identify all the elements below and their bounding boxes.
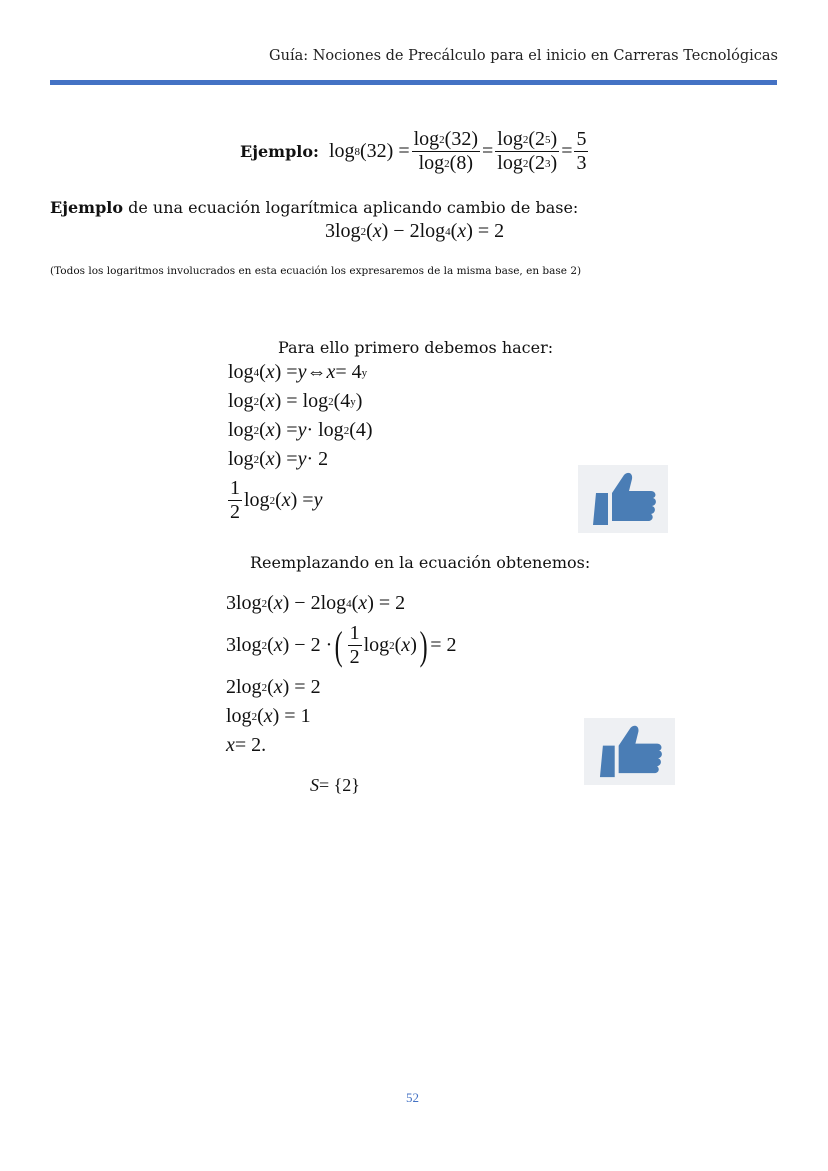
math-variable: x bbox=[401, 634, 411, 656]
math-variable: x bbox=[226, 734, 235, 756]
math-text: log bbox=[226, 705, 252, 727]
math-text: (8) bbox=[449, 152, 473, 174]
step2-line: 2log 2 ( x ) = 2 bbox=[226, 676, 321, 698]
math-text: log bbox=[328, 140, 355, 162]
step1-line: log 2 ( x ) = log 2 (4 y ) bbox=[228, 390, 363, 412]
math-text: ( bbox=[259, 419, 266, 441]
math-big-paren: ( bbox=[334, 622, 343, 668]
math-text: ) = 2 bbox=[367, 592, 406, 614]
math-variable: x bbox=[372, 220, 382, 242]
math-text: 3 bbox=[576, 152, 587, 174]
math-text: (2 bbox=[528, 152, 546, 174]
math-variable: y bbox=[297, 448, 307, 470]
math-text: ( bbox=[267, 676, 274, 698]
math-fraction bbox=[574, 128, 588, 175]
fraction-denominator: log 2 (2 3 ) bbox=[497, 152, 558, 174]
example-formula: log 8 (32) = log 2 (32) log 2 (8) = log 2 (2 5 ) log 2 (2 3 ) = $\frac{5}{3}$ bbox=[328, 128, 587, 174]
math-text: log bbox=[497, 152, 523, 174]
example-heading-bold: Ejemplo bbox=[50, 198, 124, 217]
math-text: log bbox=[418, 152, 445, 174]
math-text: (32) = bbox=[360, 140, 410, 162]
math-text: 1 bbox=[349, 622, 360, 644]
fraction-denominator bbox=[228, 501, 242, 524]
step1-intro: Para ello primero debemos hacer: bbox=[278, 338, 554, 357]
fraction-numerator bbox=[228, 477, 242, 501]
math-text: · 2 bbox=[306, 448, 329, 470]
fraction-numerator: log 2 (32) bbox=[413, 128, 478, 150]
math-fraction bbox=[495, 128, 559, 175]
math-text: 2 bbox=[230, 501, 240, 523]
step2-line bbox=[226, 734, 266, 757]
math-text: ) = bbox=[274, 419, 298, 441]
thumbs-up-icon bbox=[584, 718, 675, 785]
math-variable: x bbox=[273, 634, 283, 656]
step1-line: log 4 ( x ) = y ⇔ x = 4 y bbox=[228, 361, 368, 383]
step1-line: log 2 ( x ) = y · log 2 (4) bbox=[228, 419, 373, 441]
math-text: ⇔ bbox=[306, 361, 327, 383]
math-text: ( bbox=[394, 634, 402, 656]
math-text: ( bbox=[351, 592, 359, 614]
math-fraction bbox=[412, 128, 480, 175]
math-text: = 4 bbox=[335, 361, 362, 383]
math-text: 3log bbox=[226, 592, 262, 614]
math-variable: x bbox=[281, 489, 291, 511]
math-variable: y bbox=[313, 489, 323, 511]
math-text: log bbox=[413, 128, 440, 150]
math-variable: x bbox=[263, 705, 273, 727]
math-text: log bbox=[497, 128, 523, 150]
math-text: ) = bbox=[274, 361, 298, 383]
math-text: = 2. bbox=[234, 734, 267, 756]
math-variable: x bbox=[358, 592, 368, 614]
math-text: ) = 2 bbox=[282, 676, 321, 698]
math-text: ) = 2 bbox=[466, 220, 505, 242]
solution-set bbox=[310, 775, 360, 796]
math-text: ( bbox=[257, 705, 264, 727]
math-variable: x bbox=[273, 676, 283, 698]
math-text: 2log bbox=[226, 676, 262, 698]
step2-line: 3log 2 ( x ) − 2 · ( $\frac{1}{2}$ log 2 ( x ) ) = 2 bbox=[226, 622, 457, 668]
math-variable: x bbox=[326, 361, 336, 383]
math-text: ) bbox=[550, 128, 558, 150]
math-text: ) − 2 · bbox=[282, 634, 333, 656]
math-text: ( bbox=[366, 220, 373, 242]
math-text: ( bbox=[450, 220, 458, 242]
math-text: ( bbox=[267, 592, 274, 614]
thumbs-up-icon bbox=[578, 465, 668, 533]
math-text: ( bbox=[259, 361, 266, 383]
fraction-denominator bbox=[348, 646, 362, 669]
math-text: log bbox=[228, 361, 254, 383]
math-text: (2 bbox=[528, 128, 546, 150]
math-variable: x bbox=[265, 419, 275, 441]
example-label: Ejemplo: bbox=[240, 142, 319, 161]
math-text: ) − 2log bbox=[282, 592, 347, 614]
step2-line: 3log 2 ( x ) − 2log 4 ( x ) = 2 bbox=[226, 592, 406, 614]
math-text: = bbox=[561, 140, 573, 162]
math-variable: y bbox=[297, 419, 307, 441]
math-variable: x bbox=[457, 220, 467, 242]
math-text: = {2} bbox=[319, 775, 360, 795]
math-text: 3log bbox=[325, 220, 361, 242]
math-text: log bbox=[244, 489, 270, 511]
example-heading bbox=[50, 198, 578, 217]
math-text: ) = bbox=[274, 448, 298, 470]
math-text: log bbox=[228, 419, 254, 441]
math-text: (32) bbox=[444, 128, 478, 150]
equation-main: 3log 2 ( x ) − 2log 4 ( x ) = 2 bbox=[325, 220, 505, 242]
fraction-numerator: log 2 (2 5 ) bbox=[497, 128, 558, 150]
fraction-denominator: log 2 (8) bbox=[418, 152, 473, 174]
math-variable: x bbox=[265, 361, 275, 383]
math-text: ( bbox=[267, 634, 274, 656]
header-divider bbox=[50, 80, 777, 85]
note-text: (Todos los logaritmos involucrados en esta ecuación los expresaremos de la misma base, en base 2) bbox=[50, 265, 582, 277]
step1-line: log 2 ( x ) = y · 2 bbox=[228, 448, 329, 470]
math-text: ) = 1 bbox=[272, 705, 311, 727]
math-text: ) bbox=[355, 390, 363, 412]
math-big-paren: ) bbox=[419, 622, 428, 668]
math-text: ( bbox=[259, 448, 266, 470]
math-variable: x bbox=[265, 390, 275, 412]
step2-line: log 2 ( x ) = 1 bbox=[226, 705, 311, 727]
math-text: 2 bbox=[349, 646, 360, 668]
math-text: (4) bbox=[349, 419, 373, 441]
fraction-numerator bbox=[574, 128, 588, 152]
math-variable: x bbox=[273, 592, 283, 614]
math-variable: y bbox=[297, 361, 307, 383]
step2-intro: Reemplazando en la ecuación obtenemos: bbox=[250, 553, 591, 572]
math-text: 5 bbox=[576, 128, 587, 150]
page-number: 52 bbox=[406, 1090, 419, 1105]
math-fraction bbox=[348, 622, 362, 669]
math-text: log bbox=[228, 448, 254, 470]
math-text: = bbox=[482, 140, 494, 162]
math-text: (4 bbox=[333, 390, 351, 412]
math-text: 3log bbox=[226, 634, 262, 656]
math-text: log bbox=[228, 390, 254, 412]
math-variable: x bbox=[265, 448, 275, 470]
math-variable: S bbox=[310, 775, 319, 795]
math-text: ) bbox=[410, 634, 417, 656]
math-text: ) − 2log bbox=[381, 220, 446, 242]
math-text: ) bbox=[550, 152, 558, 174]
math-text: ) = log bbox=[274, 390, 329, 412]
math-text: ( bbox=[275, 489, 282, 511]
math-text: ) = bbox=[290, 489, 314, 511]
math-fraction bbox=[228, 477, 242, 524]
math-text: 1 bbox=[230, 477, 240, 499]
math-text: log bbox=[363, 634, 390, 656]
math-text: = 2 bbox=[430, 634, 457, 656]
math-text: ( bbox=[259, 390, 266, 412]
example-change-of-base bbox=[240, 128, 590, 175]
example-heading-text: de una ecuación logarítmica aplicando cambio de base: bbox=[123, 198, 579, 217]
step1-line: $\frac{1}{2}$ log 2 ( x ) = y bbox=[230, 477, 323, 523]
page-header-title: Guía: Nociones de Precálculo para el inicio en Carreras Tecnológicas bbox=[269, 48, 778, 64]
fraction-denominator bbox=[574, 152, 588, 175]
fraction-numerator bbox=[348, 622, 362, 646]
math-text: · log bbox=[306, 419, 344, 441]
